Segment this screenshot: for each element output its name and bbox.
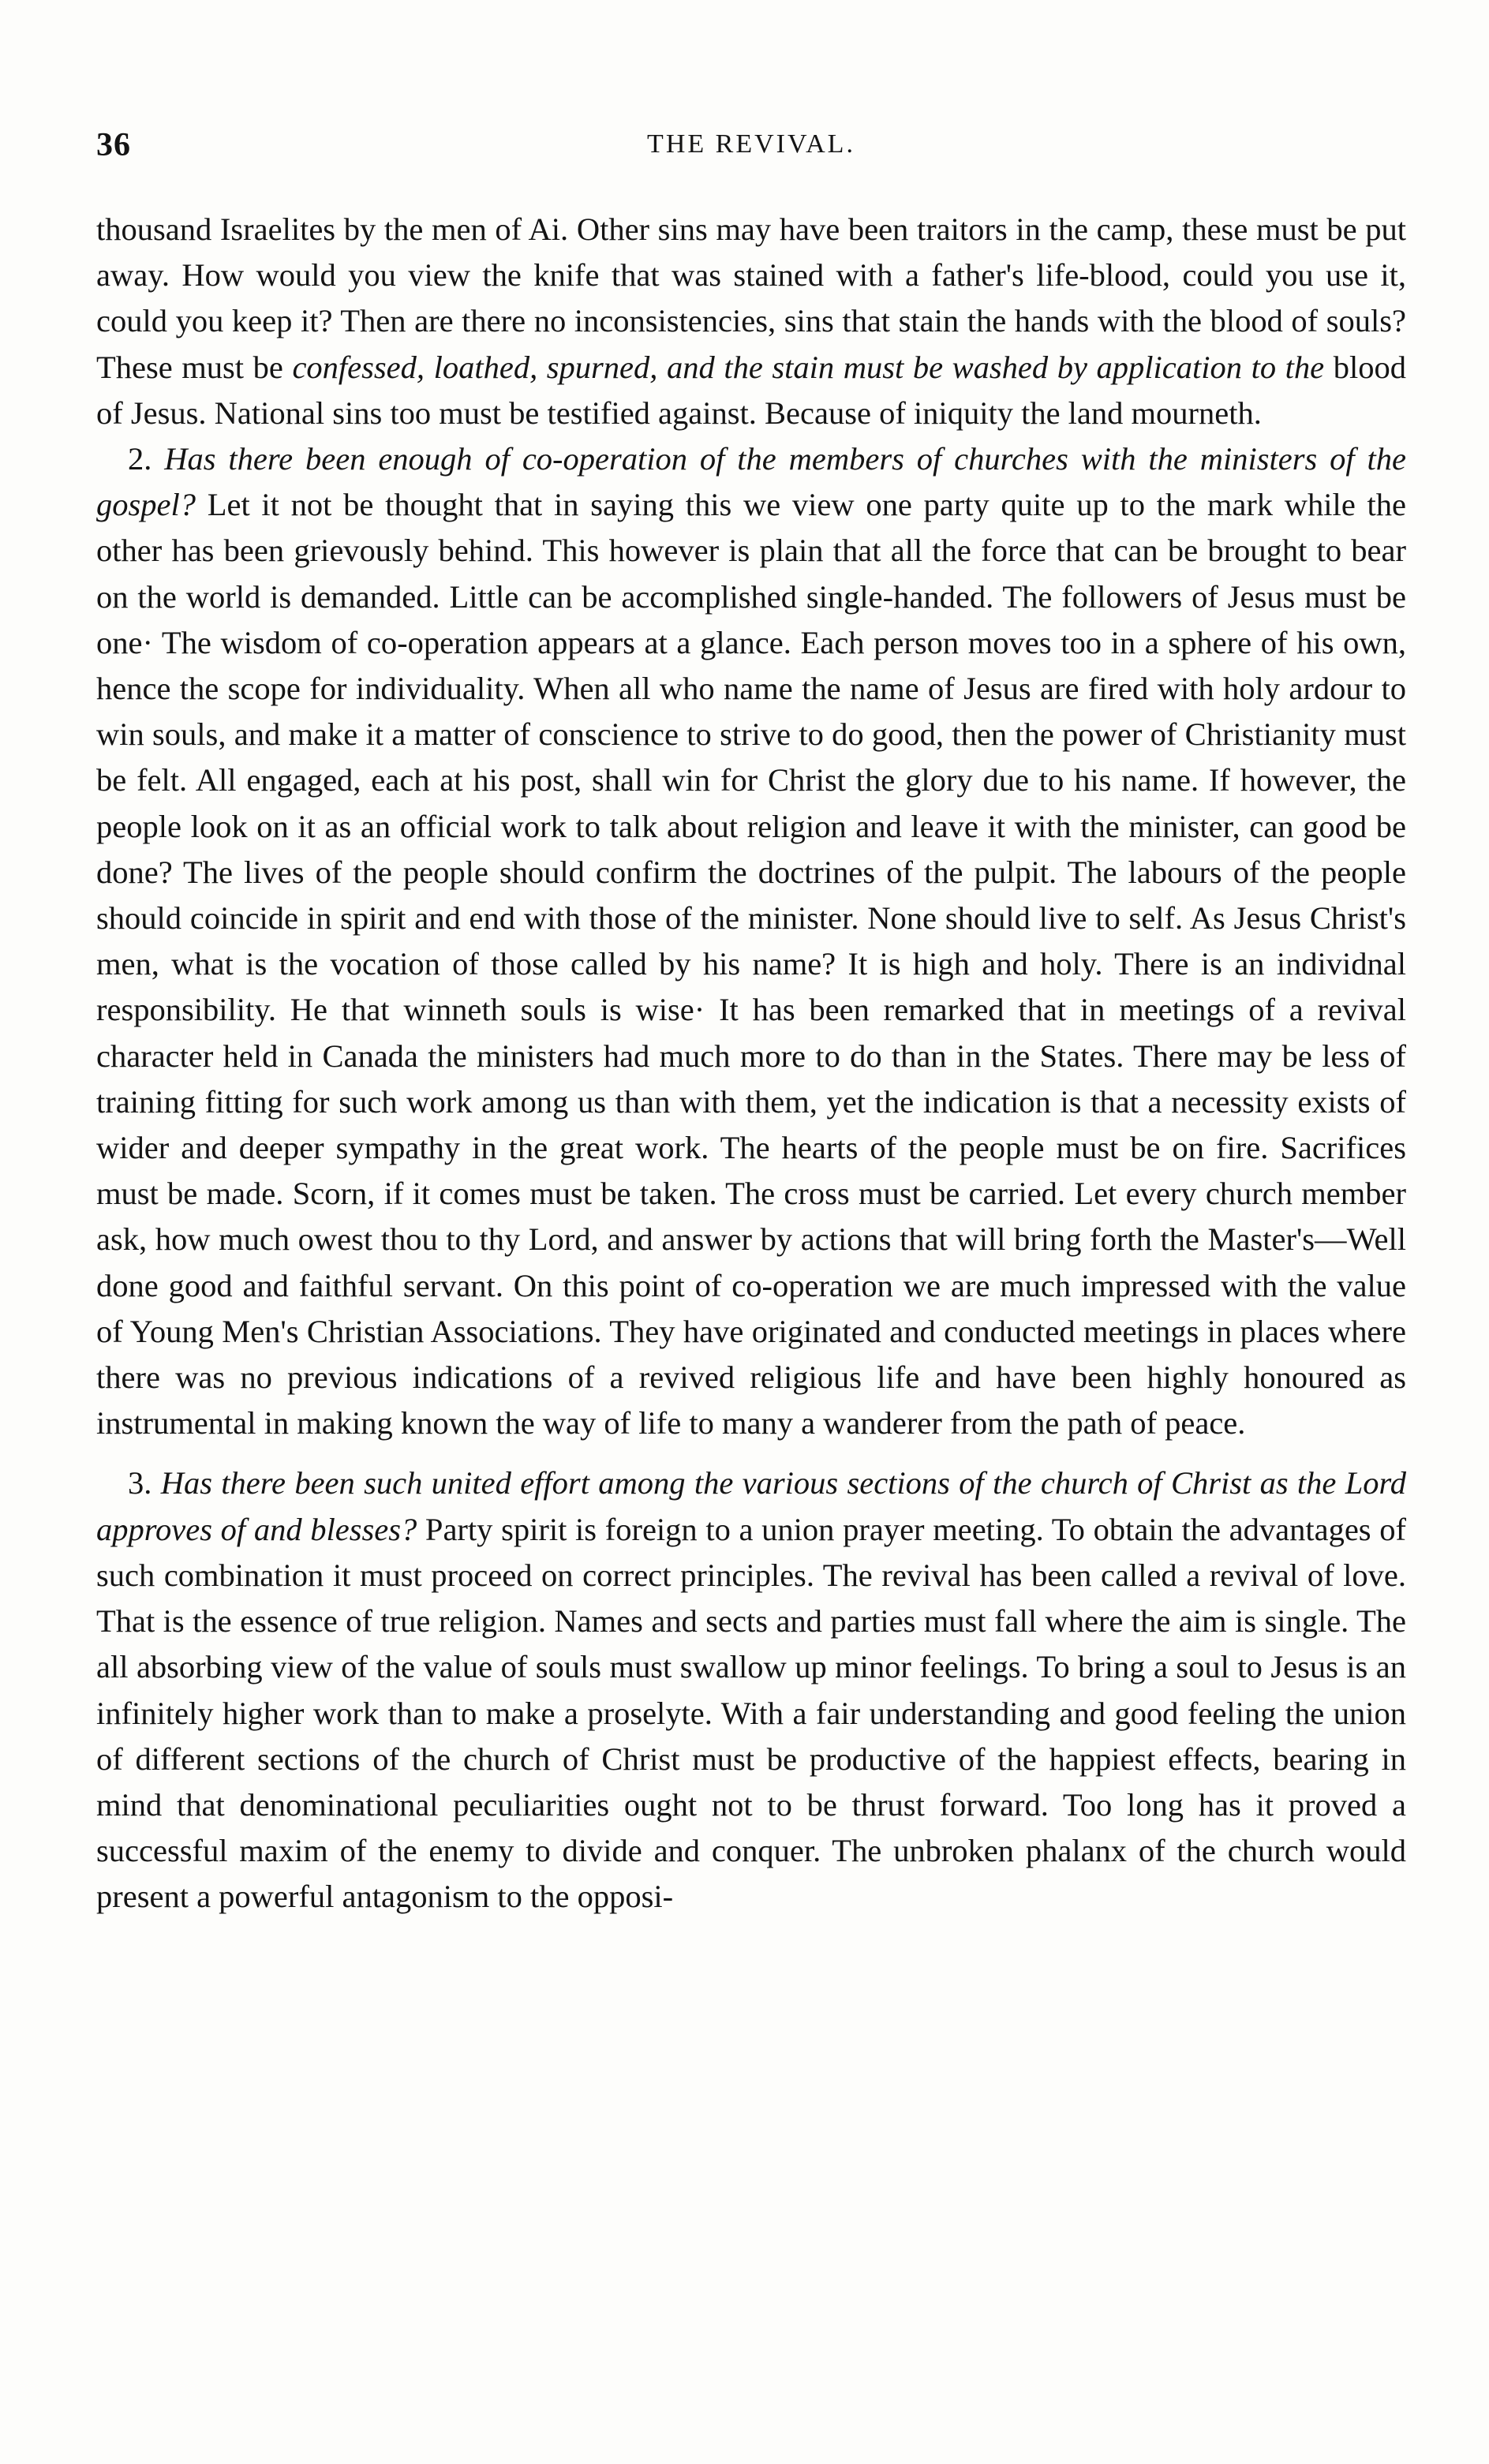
paragraph-0 xyxy=(96,207,1406,436)
paragraph-1-number: 2. xyxy=(128,441,165,477)
body-text xyxy=(96,207,1406,1920)
page-header xyxy=(96,126,1406,174)
paragraph-1-question: Has there been enough of co-operation of the members of churches with the ministers of the gospel? xyxy=(96,441,1406,523)
paragraph-1-text: Let it not be thought that in saying this we view one party quite up to the mark while the other has been grievously behind. This however is plain that all the force that can be brought to bear on the world is demanded. Little can be accomplished single-handed. The followers of Jesus must be one· The wisdom of co-operation appears at a glance. Each person moves too in a sphere of his own, hence the scope for individuality. When all who name the name of Jesus are fired with holy ardour to win souls, and make it a matter of conscience to strive to do good, then the power of Christianity must be felt. All engaged, each at his post, shall win for Christ the glory due to his name. If however, the people look on it as an official work to talk about religion and leave it with the minister, can good be done? The lives of the people should confirm the doctrines of the pulpit. The labours of the people should coincide in spirit and end with those of the minister. None should live to self. As Jesus Christ's men, what is the vocation of those called by his name? It is high and holy. There is an individnal responsibility. He that winneth souls is wise· It has been remarked that in meetings of a revival character held in Canada the ministers had much more to do than in the States. There may be less of training fitting for such work among us than with them, yet the indication is that a necessity exists of wider and deeper sympathy in the great work. The hearts of the people must be on fire. Sacrifices must be made. Scorn, if it comes must be taken. The cross must be carried. Let every church member ask, how much owest thou to thy Lord, and answer by actions that will bring forth the Master's—Well done good and faithful servant. On this point of co-operation we are much impressed with the value of Young Men's Christian Associations. They have originated and conducted meetings in places where there was no previous indications of a revived religious life and have been highly honoured as instrumental in making known the way of life to many a wanderer from the path of peace. xyxy=(96,487,1406,1441)
paragraph-0-italic-text: confessed, loathed, spurned, and the stain must be washed by application to the xyxy=(292,349,1325,385)
page-number: 36 xyxy=(96,127,131,163)
paragraph-1 xyxy=(96,436,1406,1446)
paragraph-0-text-1: thousand Israelites by the men of Ai. Other sins may have been traitors in the camp, these must be put away. How would you view the knife that was stained with a father's life-blood, could you use it, could you keep it? Then are there no inconsistencies, sins that stain the hands with the blood of souls? These must be xyxy=(96,211,1406,385)
paragraph-2 xyxy=(96,1460,1406,1920)
paragraph-2-text: Party spirit is foreign to a union prayer meeting. To obtain the advantages of such combination it must proceed on correct principles. The revival has been called a revival of love. That is the essence of true religion. Names and sects and parties must fall where the aim is single. The all absorbing view of the value of souls must swallow up minor feelings. To bring a soul to Jesus is an infinitely higher work than to make a proselyte. With a fair understanding and good feeling the union of different sections of the church of Christ must be productive of the happiest effects, bearing in mind that denominational peculiarities ought not to be thrust forward. Too long has it proved a successful maxim of the enemy to divide and conquer. The unbroken phalanx of the church would present a powerful antagonism to the opposi- xyxy=(96,1511,1406,1915)
paragraph-0-text-2: blood of Jesus. National sins too must be testified against. Because of iniquity the land mourneth. xyxy=(96,349,1406,431)
running-title: THE REVIVAL. xyxy=(647,129,855,159)
paragraph-2-question: Has there been such united effort among the various sections of the church of Christ as the Lord approves of and blesses? xyxy=(96,1465,1407,1547)
paragraph-2-number: 3. xyxy=(128,1465,161,1501)
